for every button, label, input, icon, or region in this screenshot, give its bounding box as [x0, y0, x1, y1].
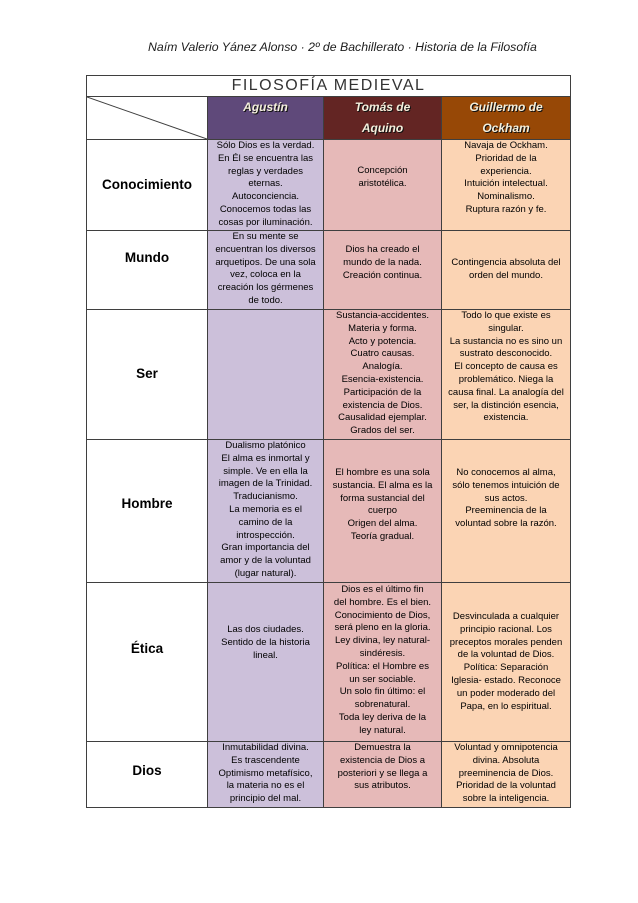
cell-line: creación los gérmenes	[217, 282, 314, 294]
cell-line: Un solo fin último: el	[339, 686, 426, 698]
cell-agustin-conocimiento	[208, 140, 323, 230]
cell-line: será pleno en la gloria.	[334, 622, 431, 634]
cell-line: Origen del alma.	[347, 518, 418, 530]
cell-line: un ser sociable.	[349, 673, 416, 685]
cell-line: Creación continua.	[342, 269, 423, 281]
cell-line: Dios ha creado el	[345, 244, 420, 255]
cell-line: de la voluntad de Dios.	[457, 649, 555, 661]
cell-line: eternas.	[248, 178, 283, 190]
cell-line: encuentran los diversos	[215, 243, 316, 255]
cell-line: Esencia-existencia.	[341, 373, 424, 385]
page-header: Naím Valerio Yánez Alonso · 2º de Bachillerato · Historia de la Filosofía	[148, 40, 537, 54]
row-label-ser	[87, 310, 207, 439]
cell-line: introspección.	[236, 529, 295, 541]
cell-line: Sustancia-accidentes.	[336, 310, 429, 321]
cell-line: Preeminencia de la	[465, 505, 547, 517]
cell-line: sobrenatural.	[354, 699, 411, 711]
row-label-etica	[87, 583, 207, 741]
cell-line: No conocemos al alma,	[456, 467, 556, 478]
cell-line: cosas por iluminación.	[218, 216, 313, 228]
cell-ockham-conocimiento	[442, 140, 570, 230]
cell-line: Navaja de Ockham.	[464, 140, 548, 151]
column-header-line: Agustín	[243, 100, 288, 114]
row-label-text: Hombre	[121, 496, 173, 511]
cell-agustin-mundo	[208, 231, 323, 309]
cell-line: orden del mundo.	[469, 269, 543, 281]
cell-tomas-ser	[324, 310, 441, 439]
cell-line: ley natural.	[359, 724, 406, 736]
cell-line: existencia.	[483, 412, 529, 424]
cell-line: Sentido de la historia	[221, 636, 310, 648]
cell-line: El concepto de causa es	[454, 361, 558, 373]
cell-line: Participación de la	[343, 386, 422, 398]
cell-line: ser, la distinción esencia,	[453, 399, 559, 411]
cell-line: Conocimiento de Dios,	[334, 609, 431, 621]
cell-line: Dualismo platónico	[225, 440, 306, 451]
cell-tomas-dios	[324, 742, 441, 807]
row-label-text: Ética	[130, 641, 164, 656]
row-label-text: Dios	[132, 763, 162, 778]
cell-line: Prioridad de la voluntad	[456, 780, 556, 792]
cell-ockham-ser	[442, 310, 570, 439]
cell-line: sustrato desconocido.	[459, 348, 553, 360]
cell-tomas-etica	[324, 583, 441, 741]
table-title	[87, 76, 570, 96]
cell-ockham-mundo	[442, 231, 570, 309]
cell-line: Intuición intelectual.	[464, 178, 548, 190]
cell-line: Nominalismo.	[477, 191, 535, 203]
column-header-line: Tomás de	[354, 100, 411, 114]
cell-line: la materia no es el	[226, 780, 305, 792]
philosophy-table	[86, 75, 571, 808]
cell-line: Sólo Dios es la verdad.	[216, 140, 315, 151]
row-label-conocimiento	[87, 140, 207, 230]
cell-line: singular.	[488, 322, 524, 334]
cell-line: existencia de Dios a	[339, 754, 426, 766]
cell-line: camino de la	[238, 516, 293, 528]
cell-line: experiencia.	[480, 165, 532, 177]
cell-agustin-dios	[208, 742, 323, 807]
cell-line: Acto y potencia.	[348, 335, 417, 347]
cell-line: aristotélica.	[358, 177, 407, 189]
cell-line: posteriori y se llega a	[337, 767, 428, 779]
cell-line: Gran importancia del	[221, 542, 310, 554]
cell-line: Política: Separación	[463, 662, 549, 674]
cell-line: problemático. Niega la	[458, 373, 554, 385]
cell-line: Concepción	[357, 165, 408, 176]
cell-tomas-mundo	[324, 231, 441, 309]
cell-line: Toda ley deriva de la	[338, 711, 427, 723]
cell-line: Demuestra la	[354, 742, 411, 753]
cell-ockham-hombre	[442, 440, 570, 582]
cell-line: Cuatro causas.	[350, 348, 415, 360]
cell-line: forma sustancial del	[340, 492, 425, 504]
cell-line: Voluntad y omnipotencia	[454, 742, 558, 753]
cell-line: El hombre es una sola	[335, 467, 430, 478]
cell-line: Ruptura razón y fe.	[465, 203, 547, 215]
cell-line: En su mente se	[232, 231, 299, 242]
cell-line: Es trascendente	[231, 754, 300, 766]
cell-line: El alma es inmortal y	[221, 452, 310, 464]
cell-line: preceptos morales penden	[449, 636, 563, 648]
row-label-text: Conocimiento	[102, 177, 192, 192]
cell-line: causa final. La analogía del	[448, 386, 564, 398]
cell-tomas-conocimiento	[324, 140, 441, 230]
column-header-line: Aquino	[361, 121, 404, 135]
cell-line: sustancia. El alma es la	[332, 479, 433, 491]
cell-line: Papa, en lo espiritual.	[460, 700, 552, 712]
row-label-dios	[87, 742, 207, 807]
cell-agustin-ser	[208, 310, 323, 439]
row-label-text: Ser	[136, 366, 158, 381]
cell-tomas-hombre	[324, 440, 441, 582]
cell-line: arquetipos. De una sola	[215, 256, 316, 268]
row-label-hombre	[87, 440, 207, 582]
cell-line: Iglesia- estado. Reconoce	[451, 674, 561, 686]
cell-ockham-etica	[442, 583, 570, 741]
cell-line: Las dos ciudades.	[227, 624, 304, 635]
cell-line: sus atributos.	[354, 780, 411, 792]
corner-diagonal-cell	[87, 97, 207, 139]
cell-line: Dios es el último fin	[341, 584, 424, 595]
cell-line: Materia y forma.	[348, 322, 417, 334]
diagonal-line	[87, 97, 207, 139]
column-header-ockham	[442, 97, 570, 139]
cell-line: Inmutabilidad divina.	[222, 742, 309, 753]
cell-line: Conocemos todas las	[219, 203, 312, 215]
cell-line: principio del mal.	[229, 793, 302, 805]
cell-line: La memoria es el	[229, 503, 302, 515]
cell-line: Causalidad ejemplar.	[338, 412, 427, 424]
cell-line: del hombre. Es el bien.	[333, 596, 432, 608]
cell-line: divina. Absoluta	[472, 754, 540, 766]
cell-line: (lugar natural).	[234, 567, 297, 579]
cell-line: Desvinculada a cualquier	[452, 611, 560, 622]
cell-line: cuerpo	[367, 505, 398, 517]
cell-line: de todo.	[248, 294, 283, 306]
cell-line: Prioridad de la	[475, 152, 537, 164]
cell-line: Contingencia absoluta del	[451, 257, 561, 268]
cell-line: Ley divina, ley natural-	[334, 635, 431, 647]
cell-line: voluntad sobre la razón.	[455, 518, 557, 530]
cell-line: Política: el Hombre es	[336, 660, 429, 672]
column-header-line: Ockham	[482, 121, 530, 135]
table-title-text: FILOSOFÍA MEDIEVAL	[231, 77, 426, 94]
cell-line: sólo tenemos intuición de	[452, 479, 560, 491]
column-header-line: Guillermo de	[469, 100, 543, 114]
cell-line: reglas y verdades	[228, 165, 303, 177]
row-label-mundo	[87, 231, 207, 309]
cell-line: lineal.	[253, 649, 278, 661]
cell-line: Teoría gradual.	[350, 530, 415, 542]
cell-line: vez, coloca en la	[230, 269, 301, 281]
cell-line: Autoconciencia.	[231, 191, 300, 203]
cell-line: sus actos.	[484, 492, 528, 504]
cell-line: amor y de la voluntad	[220, 555, 311, 567]
cell-line: mundo de la nada.	[343, 256, 422, 268]
cell-line: existencia de Dios.	[342, 399, 423, 411]
cell-line: imagen de la Trinidad.	[218, 478, 313, 490]
cell-line: sobre la inteligencia.	[462, 793, 550, 805]
cell-line: Optimismo metafísico,	[218, 767, 313, 779]
cell-agustin-etica	[208, 583, 323, 741]
column-header-agustin	[208, 97, 323, 139]
cell-line: preeminencia de Dios.	[458, 767, 554, 779]
cell-line: simple. Ve en ella la	[223, 465, 308, 477]
cell-line: La sustancia no es sino un	[449, 335, 563, 347]
column-header-tomas	[324, 97, 441, 139]
cell-line: Grados del ser.	[350, 425, 415, 437]
cell-line: Traducianismo.	[233, 491, 298, 503]
cell-line: Todo lo que existe es	[461, 310, 551, 321]
cell-agustin-hombre	[208, 440, 323, 582]
cell-line: En Él se encuentra las	[217, 152, 314, 164]
cell-line: principio racional. Los	[460, 623, 552, 635]
cell-ockham-dios	[442, 742, 570, 807]
cell-line: un poder moderado del	[456, 687, 556, 699]
cell-line: sindéresis.	[359, 647, 406, 659]
cell-line: Analogía.	[362, 361, 403, 373]
row-label-text: Mundo	[124, 250, 170, 265]
